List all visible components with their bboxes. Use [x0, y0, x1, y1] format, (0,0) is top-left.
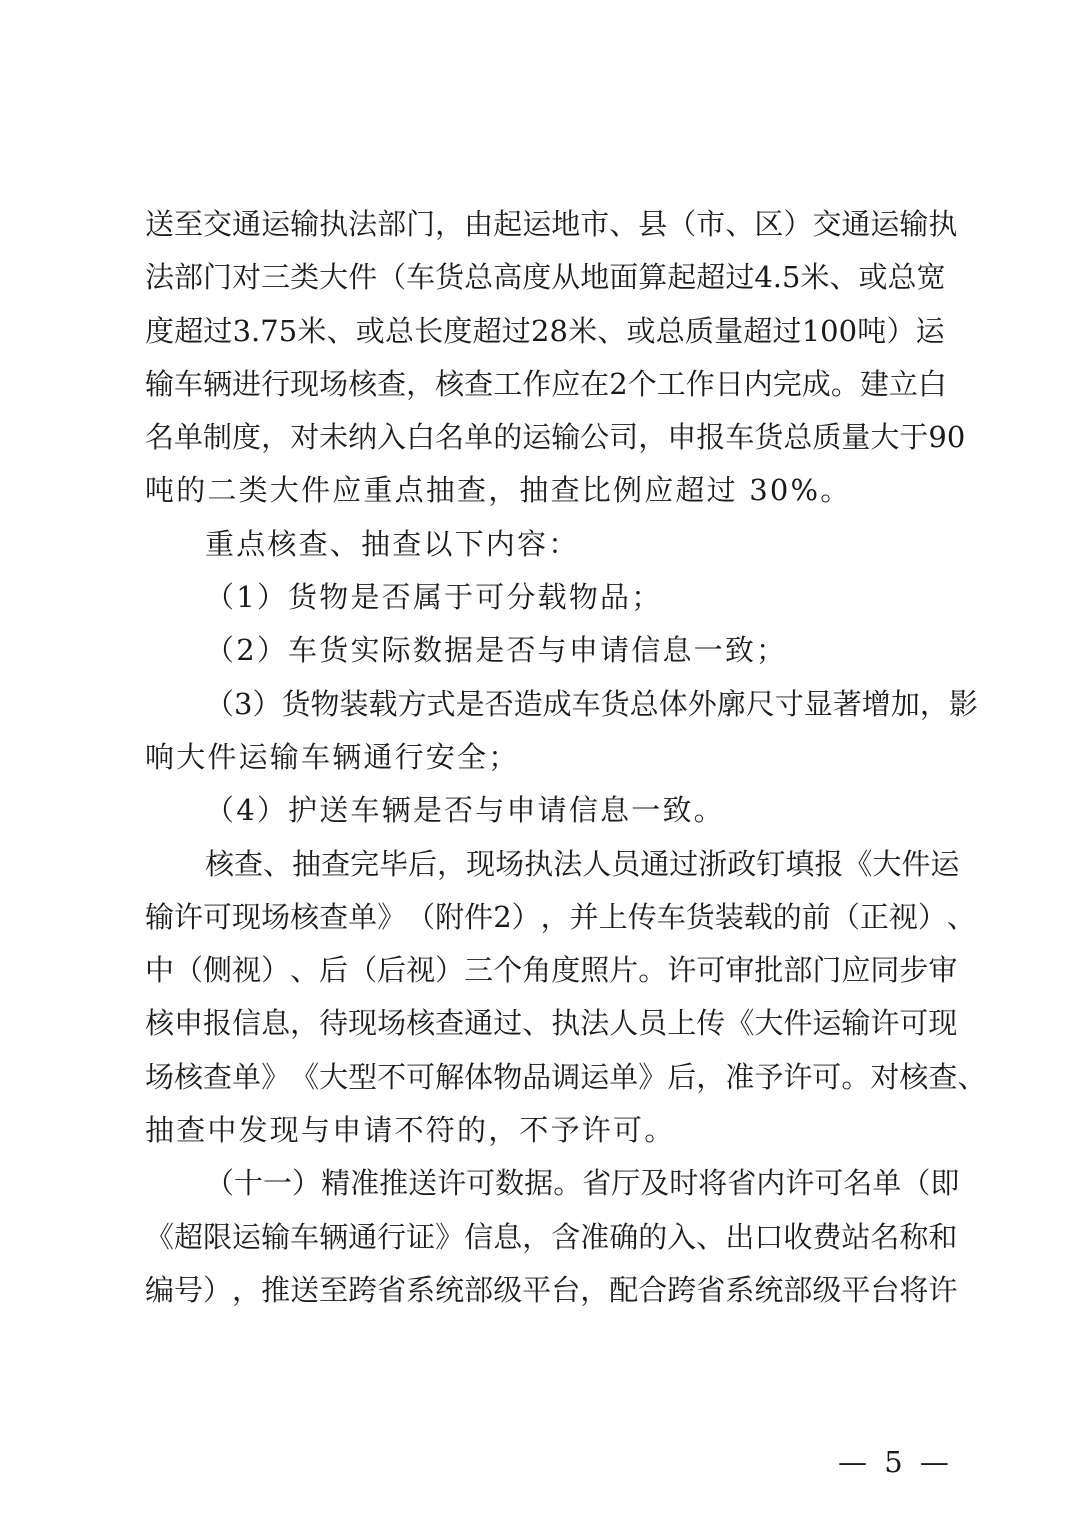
text-line: （1）货物是否属于可分载物品；	[205, 580, 663, 615]
text-line: （2）车货实际数据是否与申请信息一致；	[205, 633, 788, 668]
text-line: （ 3 ） 货 物 装 载 方 式 是 否 造 成 车 货 总 体 外 廓 尺 寸 显 著 增 加 ， 影	[205, 686, 978, 721]
text-line: 输 车 辆 进 行 现 场 核 查 ， 核 查 工 作 应 在 2 个 工 作 日 内 完 成 。 建 立 白	[145, 366, 947, 401]
text-line: （ 十 一 ） 精 准 推 送 许 可 数 据 。 省 厅 及 时 将 省 内 许 可 名 单 （ 即	[205, 1166, 960, 1201]
text-line: 送 至 交 通 运 输 执 法 部 门 ， 由 起 运 地 市 、 县 （ 市 、 区 ） 交 通 运 输 执	[145, 207, 958, 241]
text-line: 核 申 报 信 息 ， 待 现 场 核 查 通 过 、 执 法 人 员 上 传 《 大 件 运 输 许 可 现	[145, 1006, 958, 1041]
text-line: 法 部 门 对 三 类 大 件 （ 车 货 总 高 度 从 地 面 算 起 超 过 4.5 米 、 或 总 宽	[145, 260, 946, 295]
text-line: 度 超 过 3.75 米 、 或 总 长 度 超 过 28 米 、 或 总 质 量 超 过 100 吨 ） 运	[145, 313, 945, 348]
text-line: 名 单 制 度 ， 对 未 纳 入 白 名 单 的 运 输 公 司 ， 申 报 车 货 总 质 量 大 于 90	[145, 420, 966, 455]
text-line: 重点核查、抽查以下内容：	[205, 526, 580, 561]
text-line: 中 （ 侧 视 ） 、 后 （ 后 视 ） 三 个 角 度 照 片 。 许 可 审 批 部 门 应 同 步 审	[145, 953, 958, 988]
text-line: 吨的二类大件应重点抽查，抽查比例应超过 30%。	[145, 473, 852, 508]
text-line: 输 许 可 现 场 核 查 单 》 （ 附 件 2 ） ， 并 上 传 车 货 装 载 的 前 （ 正 视 ） 、	[145, 899, 976, 934]
text-line: 《 超 限 运 输 车 辆 通 行 证 》 信 息 ， 含 准 确 的 入 、 出 口 收 费 站 名 称 和	[145, 1219, 958, 1254]
text-line: 抽查中发现与申请不符的，不予许可。	[145, 1113, 676, 1148]
text-line: （4）护送车辆是否与申请信息一致。	[205, 793, 725, 828]
text-line: 响大件运输车辆通行安全；	[145, 739, 520, 774]
body-text	[145, 198, 987, 1317]
text-line: 核 查 、 抽 查 完 毕 后 ， 现 场 执 法 人 员 通 过 浙 政 钉 填 报 《 大 件 运	[205, 846, 960, 881]
text-line: 场 核 查 单 》 《 大 型 不 可 解 体 物 品 调 运 单 》 后 ， 准 予 许 可 。 对 核 查 、	[145, 1059, 987, 1094]
text-line: 编 号 ） ， 推 送 至 跨 省 系 统 部 级 平 台 ， 配 合 跨 省 系 统 部 级 平 台 将 许	[145, 1272, 958, 1307]
page-number: — 5 —	[838, 1445, 953, 1479]
